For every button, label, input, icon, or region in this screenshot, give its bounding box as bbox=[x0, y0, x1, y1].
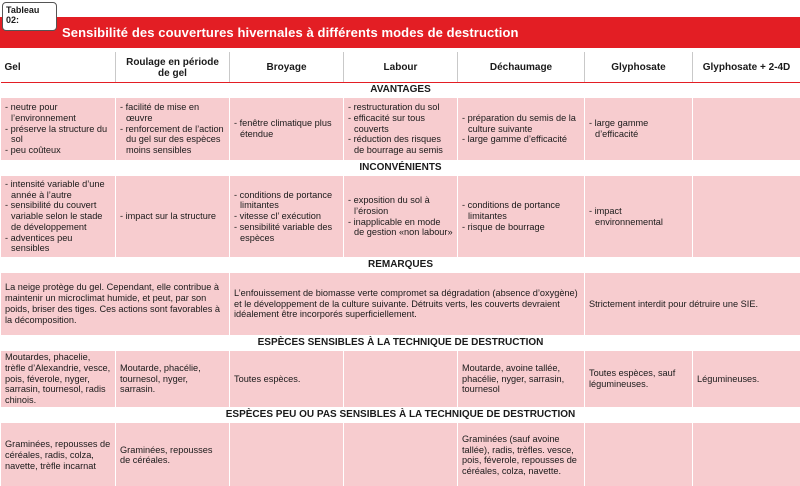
sensibles-dechaumage: Moutarde, avoine tallée, phacélie, nyger, sarrasin, tournesol bbox=[458, 351, 585, 408]
col-header-roulage: Roulage en période de gel bbox=[116, 53, 230, 83]
list-item: - renforcement de l’action du gel sur des espèces moins sensibles bbox=[120, 123, 224, 156]
list-item: - restructuration du sol bbox=[348, 102, 440, 112]
list-item: - fenêtre climatique plus étendue bbox=[234, 118, 332, 139]
row-peu-sensibles bbox=[1, 422, 800, 486]
header-row bbox=[1, 53, 800, 83]
col-header-glyphosate: Glyphosate bbox=[585, 53, 693, 83]
row-avantages bbox=[1, 98, 800, 161]
avantages-dechaumage bbox=[458, 98, 585, 161]
section-title-sensibles: ESPÈCES SENSIBLES À LA TECHNIQUE DE DESTRUCTION bbox=[1, 336, 800, 351]
section-row-inconvenients bbox=[1, 161, 800, 176]
inconvenients-broyage bbox=[230, 176, 344, 258]
list-item: - inapplicable en mode de gestion «non labour» bbox=[348, 216, 453, 238]
col-header-broyage: Broyage bbox=[230, 53, 344, 83]
list-item: - adventices peu sensibles bbox=[5, 232, 73, 254]
inconvenients-roulage bbox=[116, 176, 230, 258]
table-title: Sensibilité des couvertures hivernales à différents modes de destruction bbox=[0, 17, 800, 48]
list-item: - exposition du sol à l’érosion bbox=[348, 194, 430, 216]
inconvenients-gel bbox=[1, 176, 116, 258]
list-item: - réduction des risques de bourrage au semis bbox=[348, 134, 443, 156]
list-item: - large gamme d’efficacité bbox=[589, 118, 649, 139]
peu-sensibles-glyphosate bbox=[585, 422, 693, 486]
sensibles-broyage: Toutes espèces. bbox=[230, 351, 344, 408]
list-item: - risque de bourrage bbox=[462, 221, 545, 232]
sensibles-labour bbox=[344, 351, 458, 408]
peu-sensibles-glyphosate-24d bbox=[693, 422, 800, 486]
list-item: - préserve la structure du sol bbox=[5, 123, 108, 145]
list-item: - efficacité sur tous couverts bbox=[348, 112, 425, 134]
inconvenients-glyphosate bbox=[585, 176, 693, 258]
list-item: - impact sur la structure bbox=[120, 211, 216, 222]
inconvenients-glyphosate-24d bbox=[693, 176, 800, 258]
sensibles-roulage: Moutarde, phacélie, tournesol, nyger, sarrasin. bbox=[116, 351, 230, 408]
list-item: - conditions de portance limitantes bbox=[234, 189, 333, 211]
section-row-peu-sensibles bbox=[1, 407, 800, 422]
avantages-gel bbox=[1, 98, 116, 161]
list-item: - neutre pour l’environnement bbox=[5, 102, 76, 123]
section-title-avantages: AVANTAGES bbox=[1, 83, 800, 98]
list-item: - impact environnemental bbox=[589, 205, 663, 227]
list-item: - conditions de portance limitantes bbox=[462, 200, 561, 222]
list-item: - large gamme d’efficacité bbox=[462, 134, 568, 145]
list-item: - vitesse cl’ exécution bbox=[234, 211, 321, 222]
avantages-glyphosate bbox=[585, 98, 693, 161]
remarques-gel-roulage: La neige protège du gel. Cependant, elle contribue à maintenir un microclimat humide, et peut, par son poids, briser des tiges. Ces actions sont favorables à la décomposition. bbox=[1, 273, 230, 336]
section-row-avantages bbox=[1, 83, 800, 98]
peu-sensibles-roulage: Graminées, repousses de céréales. bbox=[116, 422, 230, 486]
avantages-roulage bbox=[116, 98, 230, 161]
sensibles-glyphosate-24d: Légumineuses. bbox=[693, 351, 800, 408]
sensibles-gel: Moutardes, phacelie, trèfle d’Alexandrie, vesce, pois, féverole, nyger, sarrasin, tournesol, radis chinois. bbox=[1, 351, 116, 408]
row-remarques bbox=[1, 273, 800, 336]
list-item: - facilité de mise en œuvre bbox=[120, 102, 200, 123]
inconvenients-labour bbox=[344, 176, 458, 258]
section-title-inconvenients: INCONVÉNIENTS bbox=[1, 161, 800, 176]
sensibles-glyphosate: Toutes espèces, sauf légumineuses. bbox=[585, 351, 693, 408]
section-title-remarques: REMARQUES bbox=[1, 258, 800, 273]
section-title-peu-sensibles: ESPÈCES PEU OU PAS SENSIBLES À LA TECHNIQUE DE DESTRUCTION bbox=[1, 407, 800, 422]
avantages-labour bbox=[344, 98, 458, 161]
col-header-dechaumage: Déchaumage bbox=[458, 53, 585, 83]
avantages-broyage bbox=[230, 98, 344, 161]
list-item: - sensibilité variable des espèces bbox=[234, 221, 333, 243]
avantages-glyphosate-24d bbox=[693, 98, 800, 161]
col-header-glyphosate-24d: Glyphosate + 2-4D bbox=[693, 53, 800, 83]
peu-sensibles-labour bbox=[344, 422, 458, 486]
peu-sensibles-gel: Graminées, repousses de céréales, radis, colza, navette, trèfle incarnat bbox=[1, 422, 116, 486]
list-item: - intensité variable d’une année à l’autre bbox=[5, 178, 105, 200]
section-row-sensibles bbox=[1, 336, 800, 351]
list-item: - préparation du semis de la culture suivante bbox=[462, 112, 576, 134]
list-item: - peu coûteux bbox=[5, 145, 61, 156]
destruction-table bbox=[0, 52, 800, 486]
remarques-broyage-dechaumage: L’enfouissement de biomasse verte compromet sa dégradation (absence d’oxygène) et le développement de la culture suivante. Détruits verts, les couverts devraient idéalement être incorporés superficiellement. bbox=[230, 273, 585, 336]
section-row-remarques bbox=[1, 258, 800, 273]
row-sensibles bbox=[1, 351, 800, 408]
col-header-labour: Labour bbox=[344, 53, 458, 83]
peu-sensibles-dechaumage: Graminées (sauf avoine tallée), radis, trèfles. vesce, pois, féverole, repousses de céréales, colza, navette. bbox=[458, 422, 585, 486]
list-item: - sensibilité du couvert variable selon le stade de développement bbox=[5, 200, 103, 232]
row-inconvenients bbox=[1, 176, 800, 258]
tableau-label: Tableau 02: bbox=[2, 2, 57, 31]
remarques-glyphosate: Strictement interdit pour détruire une SIE. bbox=[585, 273, 800, 336]
inconvenients-dechaumage bbox=[458, 176, 585, 258]
col-header-gel: Gel bbox=[1, 53, 116, 83]
peu-sensibles-broyage bbox=[230, 422, 344, 486]
